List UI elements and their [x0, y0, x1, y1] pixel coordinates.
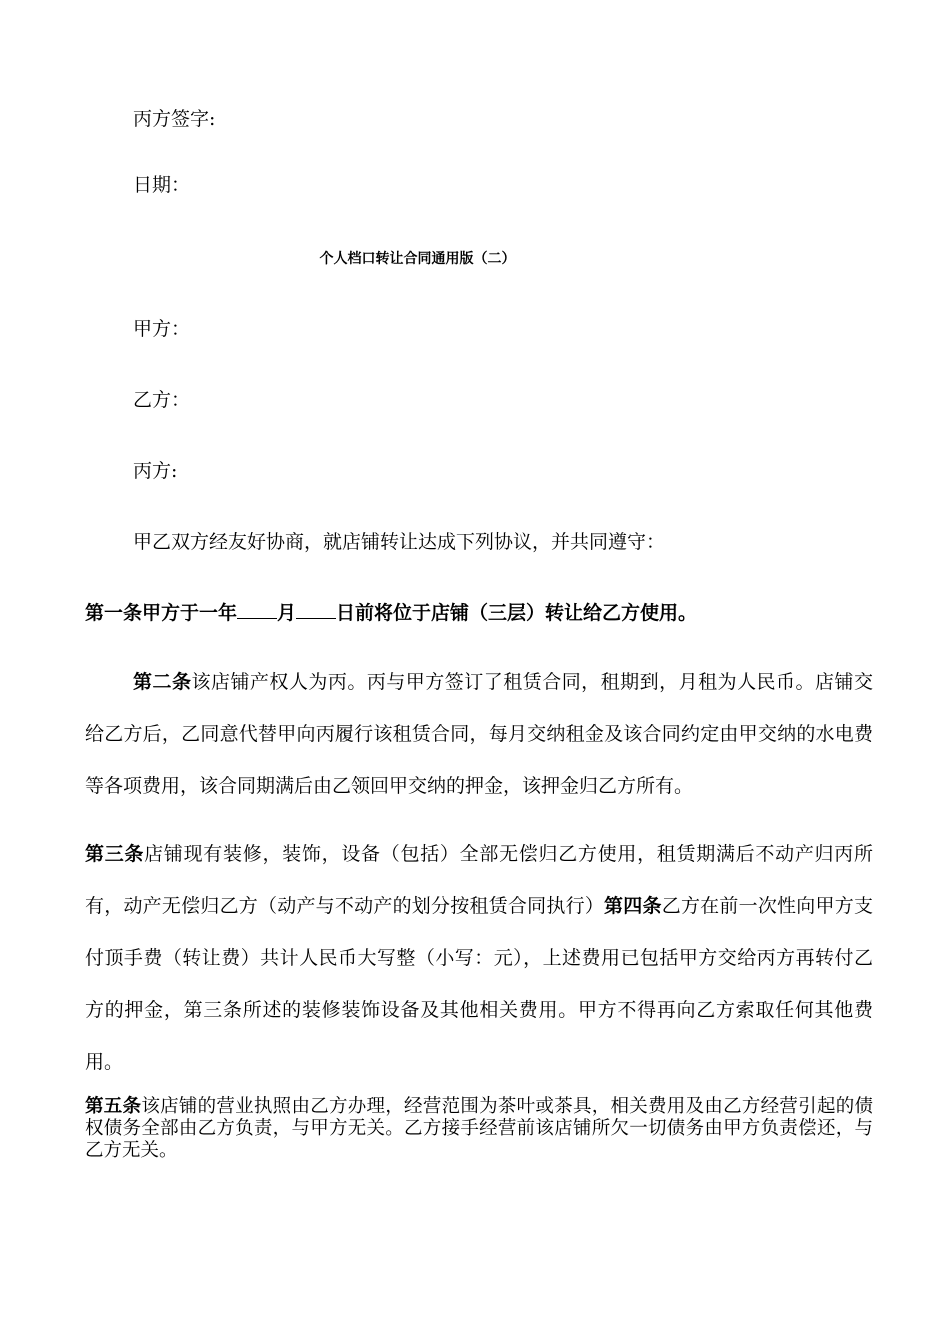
article-3-heading: 第三条 [85, 843, 145, 865]
article-4-heading: 第四条 [604, 895, 662, 917]
article-3-body: 店铺现有装修，装饰，设备（包括）全部无偿归乙方使用，租赁期满后不动产归丙所有，动产无偿归乙方（动产与不动产的划分按租赁合同执行） [85, 843, 873, 917]
article-2-body: 该店铺产权人为丙。丙与甲方签订了租赁合同，租期到，月租为人民币。店铺交给乙方后，乙同意代替甲向丙履行该租赁合同，每月交纳租金及该合同约定由甲交纳的水电费等各项费用，该合同期满后由乙领回甲交纳的押金，该押金归乙方所有。 [85, 671, 873, 797]
article-2 [85, 656, 873, 812]
article-4-body: 乙方在前一次性向甲方支付顶手费（转让费）共计人民币大写整（小写：元），上述费用已包括甲方交给丙方再转付乙方的押金，第三条所述的装修装饰设备及其他相关费用。甲方不得再向乙方索取任何其他费用。 [85, 895, 873, 1073]
date-label: 日期： [133, 174, 191, 196]
contract-title: 个人档口转让合同通用版（二） [319, 251, 516, 267]
month-blank [237, 600, 277, 619]
day-blank [296, 600, 336, 619]
article-1-part2: 月 [277, 602, 297, 624]
article-5-body: 该店铺的营业执照由乙方办理，经营范围为茶叶或茶具，相关费用及由乙方经营引起的债权债务全部由乙方负责，与甲方无关。乙方接手经营前该店铺所欠一切债务由甲方负责偿还，与乙方无关。 [85, 1096, 873, 1161]
article-2-heading: 第二条 [133, 671, 192, 693]
article-5-heading: 第五条 [85, 1096, 142, 1117]
article-3-4 [85, 828, 873, 1088]
party-a-label: 甲方： [133, 318, 191, 340]
article-1-part1: 第一条甲方于一年 [85, 602, 238, 624]
party-c-label: 丙方: [133, 460, 178, 482]
party-c-signature-label: 丙方签字: [133, 108, 216, 130]
intro-paragraph: 甲乙双方经友好协商，就店铺转让达成下列协议，并共同遵守： [133, 531, 666, 553]
party-b-label: 乙方： [133, 389, 191, 411]
article-5 [85, 1096, 873, 1162]
article-1-part3: 日前将位于店铺（三层）转让给乙方使用。 [336, 602, 698, 624]
article-1 [85, 598, 697, 625]
